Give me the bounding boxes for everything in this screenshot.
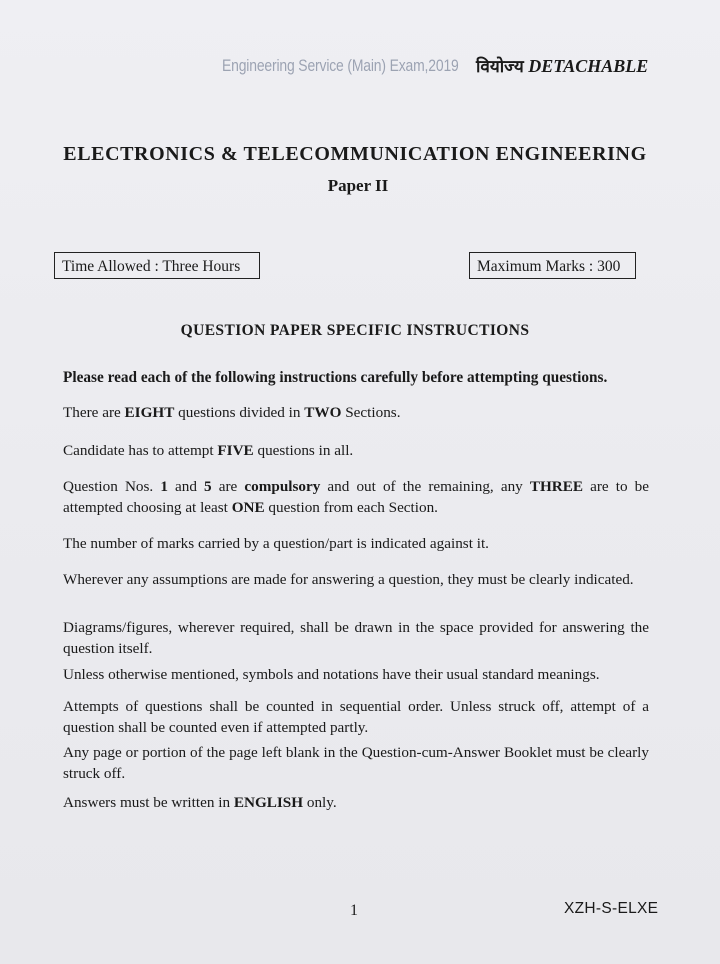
instruction-item: Any page or portion of the page left blank in the Question-cum-Answer Booklet must be clearly struck off. bbox=[63, 744, 649, 782]
instruction-item: Answers must be written in ENGLISH only. bbox=[63, 794, 337, 811]
detachable-hindi: वियोज्य bbox=[476, 57, 524, 77]
instruction-item: Wherever any assumptions are made for answering a question, they must be clearly indicated. bbox=[63, 571, 634, 588]
paper-code: XZH-S-ELXE bbox=[564, 900, 659, 917]
instruction-item: Unless otherwise mentioned, symbols and notations have their usual standard meanings. bbox=[63, 666, 600, 683]
instructions-heading: QUESTION PAPER SPECIFIC INSTRUCTIONS bbox=[180, 322, 530, 339]
page-number: 1 bbox=[350, 902, 358, 919]
instruction-item: Attempts of questions shall be counted in sequential order. Unless struck off, attempt of a question shall be counted even if attempted partly. bbox=[63, 698, 649, 736]
detachable-label bbox=[476, 54, 648, 77]
instruction-item: Diagrams/figures, wherever required, shall be drawn in the space provided for answering the question itself. bbox=[63, 619, 649, 657]
paper-subtitle: Paper II bbox=[327, 176, 389, 195]
instruction-lead: Please read each of the following instructions carefully before attempting questions. bbox=[63, 369, 608, 386]
instruction-item: There are EIGHT questions divided in TWO Sections. bbox=[63, 404, 401, 421]
instruction-item: The number of marks carried by a question/part is indicated against it. bbox=[63, 535, 489, 552]
instruction-item: Question Nos. 1 and 5 are compulsory and out of the remaining, any THREE are to be attempted choosing at least ONE question from each Section. bbox=[63, 478, 650, 516]
maximum-marks-box: Maximum Marks : 300 bbox=[469, 252, 636, 279]
detachable-english: DETACHABLE bbox=[528, 56, 649, 76]
paper-title: ELECTRONICS & TELECOMMUNICATION ENGINEERING bbox=[63, 143, 647, 165]
time-allowed-box: Time Allowed : Three Hours bbox=[54, 252, 260, 279]
instruction-item: Candidate has to attempt FIVE questions in all. bbox=[63, 442, 354, 459]
exam-stamp: Engineering Service (Main) Exam,2019 bbox=[222, 56, 459, 75]
